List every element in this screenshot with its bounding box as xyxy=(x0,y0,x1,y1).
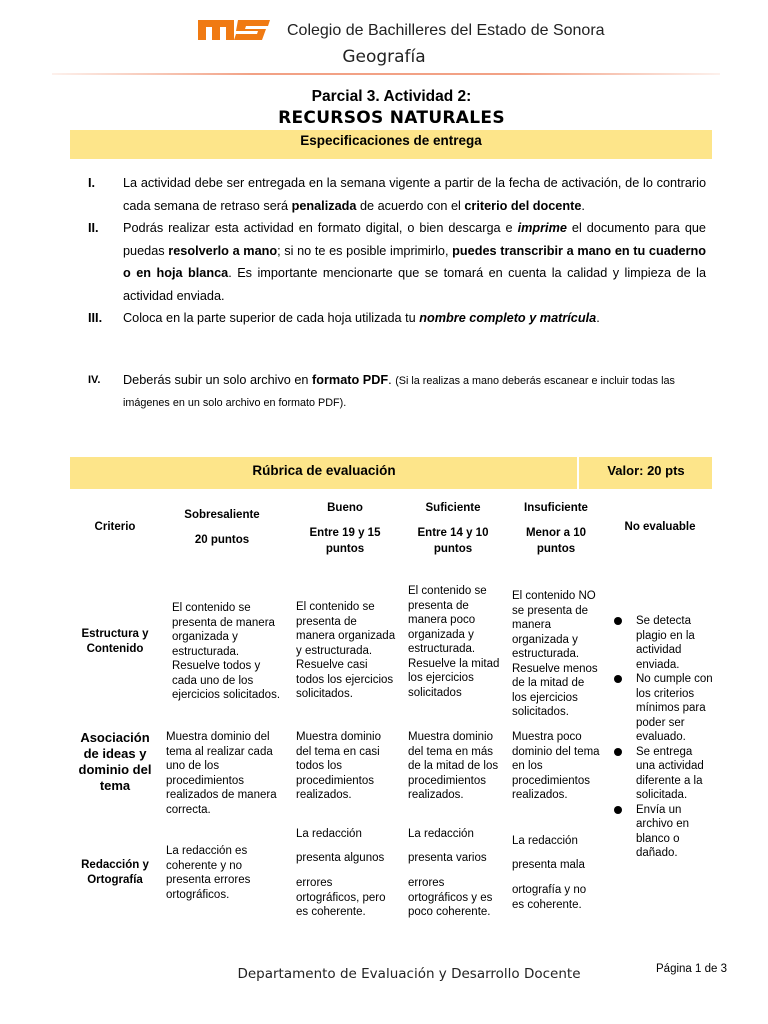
spec-heading: Especificaciones de entrega xyxy=(300,133,482,148)
cell-r2-suficiente: Muestra dominio del tema en más de la mitad de los procedimientos realizados. xyxy=(408,731,499,801)
text-run: . xyxy=(581,198,585,213)
cell-r2-bueno: Muestra dominio del tema en casi todos los procedimientos realizados. xyxy=(296,731,382,801)
cell-r3-suficiente-line3: errores ortográficos y es poco coherente. xyxy=(408,877,493,918)
cell-r1-sobresaliente: El contenido se presenta de manera organizada y estructurada. Resuelve todos y cada uno de los ejercicios solicitados. xyxy=(172,602,281,701)
cell-r3-insuficiente-line2: presenta mala xyxy=(512,859,585,871)
col-sobresaliente-pts: 20 puntos xyxy=(194,534,250,546)
text-run: La actividad debe ser entregada en la semana vigente a partir de la fecha de activación, de lo contrario cada semana de retraso será xyxy=(123,176,706,213)
text-run-bold: formato PDF xyxy=(312,373,389,387)
list-item xyxy=(614,614,714,672)
bullet-icon xyxy=(614,617,622,625)
bullet-icon xyxy=(614,675,622,683)
list-item xyxy=(614,803,714,861)
cobach-logo xyxy=(196,16,272,44)
text-run-bold: puedes transcribir a mano en tu cuaderno o en hoja blanca xyxy=(123,243,707,280)
cell-r3-bueno-line3: errores ortográficos, pero es coherente. xyxy=(296,877,386,918)
spec-item-2 xyxy=(88,217,706,307)
spec-heading-band xyxy=(70,130,712,159)
spec-number: III. xyxy=(88,311,103,325)
cell-r3-sobresaliente: La redacción es coherente y no presenta errores ortográficos. xyxy=(166,845,251,901)
list-item-text: Envía un archivo en blanco o dañado. xyxy=(636,803,690,859)
cell-r3-bueno-line2: presenta algunos xyxy=(296,852,385,864)
rubric-band-separator xyxy=(577,457,579,489)
spec-number: IV. xyxy=(88,374,101,386)
spec-item-1 xyxy=(88,172,706,217)
text-run: . xyxy=(388,373,396,387)
col-suficiente: Suficiente xyxy=(425,502,481,514)
cell-r1-bueno: El contenido se presenta de manera organizada y estructurada. Resuelve casi todos los ejercicios solicitados. xyxy=(296,601,396,700)
text-run-bold-italic: nombre completo y matrícula xyxy=(419,311,597,325)
spec-text xyxy=(123,370,706,414)
bullet-icon xyxy=(614,806,622,814)
text-run-bold: resolverlo a mano xyxy=(168,243,278,258)
school-name: Colegio de Bachilleres del Estado de Sonora xyxy=(287,22,605,39)
rubric-title: Rúbrica de evaluación xyxy=(252,463,396,478)
text-run-small: (Si la realizas a mano deberás escanear e incluir todas las imágenes en un solo archivo en formato PDF). xyxy=(123,375,675,409)
col-insuficiente: Insuficiente xyxy=(524,502,588,514)
criterion-asociacion: Asociación de ideas y dominio del tema xyxy=(78,730,152,793)
rubric-value: Valor: 20 pts xyxy=(607,463,685,478)
criterion-estructura: Estructura y Contenido xyxy=(81,628,149,655)
text-run-bold: penalizada xyxy=(291,198,357,213)
text-run-bold: criterio del docente xyxy=(464,198,582,213)
text-run: Deberás subir un solo archivo en xyxy=(123,373,313,387)
col-bueno-pts: Entre 19 y 15 puntos xyxy=(309,527,381,555)
list-item-text: No cumple con los criterios mínimos para poder ser evaluado. xyxy=(636,673,713,743)
subject-name: Geografía xyxy=(342,47,426,67)
page-number: Página 1 de 3 xyxy=(656,963,727,975)
list-item xyxy=(614,745,714,803)
spec-list xyxy=(88,172,706,330)
col-sobresaliente: Sobresaliente xyxy=(184,509,260,521)
cell-r2-insuficiente: Muestra poco dominio del tema en los procedimientos realizados. xyxy=(512,731,600,801)
no-evaluable-list xyxy=(614,614,714,861)
cell-r3-suficiente-line1: La redacción xyxy=(408,828,474,840)
activity-title: Parcial 3. Actividad 2: xyxy=(311,88,472,105)
cell-r3-insuficiente-line3: ortografía y no es coherente. xyxy=(512,884,587,911)
spec-number: I. xyxy=(88,176,96,190)
col-suficiente-pts: Entre 14 y 10 puntos xyxy=(417,527,489,555)
text-run: Coloca en la parte superior de cada hoja utilizada tu xyxy=(123,311,420,325)
text-run: de acuerdo con el xyxy=(356,198,465,213)
spec-text xyxy=(123,217,706,307)
text-run: Podrás realizar esta actividad en formato digital, o bien descarga e xyxy=(123,221,518,235)
list-item-text: Se entrega una actividad diferente a la solicitada. xyxy=(636,745,704,801)
header-divider xyxy=(52,73,720,75)
text-run-bold-italic: imprime xyxy=(517,221,567,235)
cell-r3-suficiente-line2: presenta varios xyxy=(408,852,487,864)
col-bueno: Bueno xyxy=(327,502,363,514)
cell-r3-bueno-line1: La redacción xyxy=(296,828,362,840)
text-run: el documento para que puedas xyxy=(123,221,706,258)
list-item xyxy=(614,672,714,745)
col-criterio: Criterio xyxy=(94,521,136,533)
list-item-text: Se detecta plagio en la actividad enviada. xyxy=(636,615,695,671)
cell-r1-insuficiente: El contenido NO se presenta de manera organizada y estructurada. Resuelve menos de la mitad de los ejercicios solicitados. xyxy=(512,590,598,718)
bullet-icon xyxy=(614,748,622,756)
spec-item-4 xyxy=(88,370,706,414)
text-run: . xyxy=(596,311,600,325)
spec-number: II. xyxy=(88,221,99,235)
topic-title: RECURSOS NATURALES xyxy=(278,108,505,128)
col-no-evaluable: No evaluable xyxy=(624,521,696,533)
spec-text xyxy=(123,172,706,217)
cell-r2-sobresaliente: Muestra dominio del tema al realizar cada uno de los procedimientos realizados de manera correcta. xyxy=(166,731,277,816)
cell-r1-suficiente: El contenido se presenta de manera poco organizada y estructurada. Resuelve la mitad los ejercicios solicitados xyxy=(408,585,500,699)
spec-text xyxy=(123,307,706,330)
criterion-redaccion: Redacción y Ortografía xyxy=(81,859,149,886)
spec-item-3 xyxy=(88,307,706,330)
cell-r3-insuficiente-line1: La redacción xyxy=(512,835,578,847)
rubric-heading-band xyxy=(70,457,712,489)
footer-department: Departamento de Evaluación y Desarrollo Docente xyxy=(237,966,581,982)
col-insuficiente-pts: Menor a 10 puntos xyxy=(525,527,587,555)
text-run: ; si no te es posible imprimirlo, xyxy=(277,243,453,258)
text-run: . Es importante mencionarte que se tomará en cuenta la calidad y limpieza de la actividad enviada. xyxy=(123,266,706,303)
